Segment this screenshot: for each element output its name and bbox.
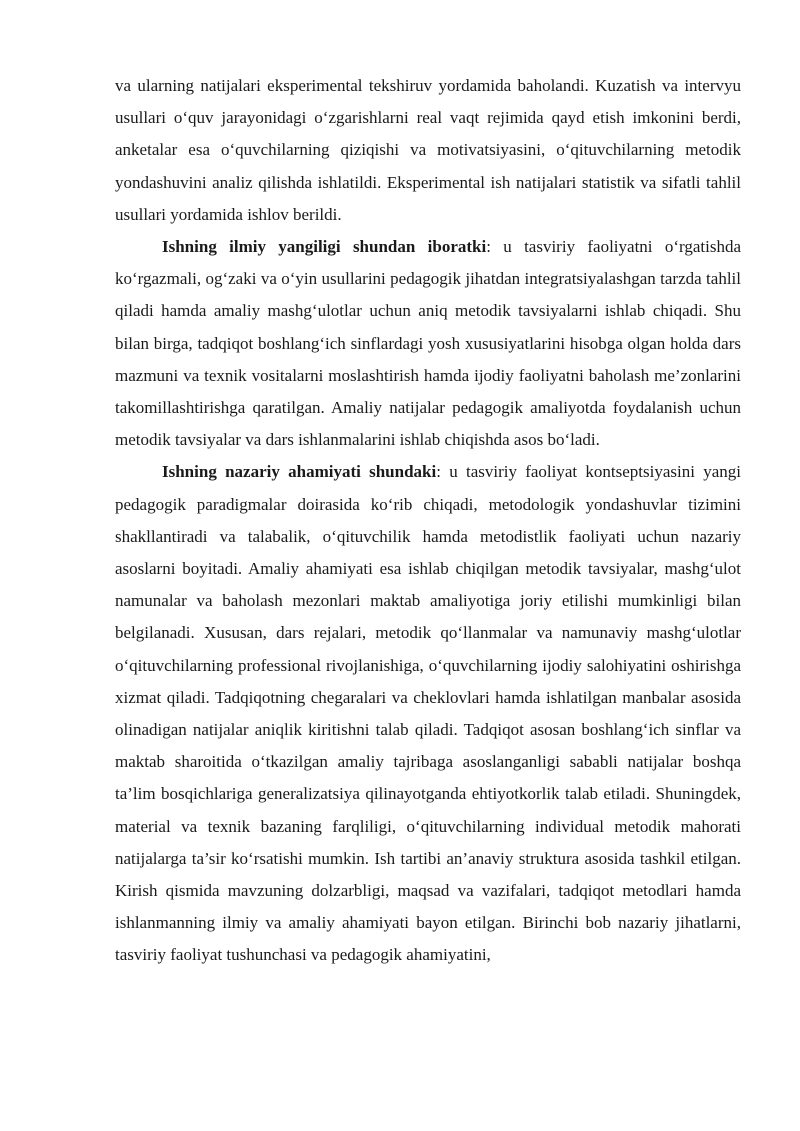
paragraph-text: : u tasviriy faoliyatni o‘rgatishda ko‘rgazmali, og‘zaki va o‘yin usullarini pedagogik jihatdan integratsiyalashgan tarzda tahlil qiladi hamda amaliy mashg‘ulotlar uchun aniq metodik tavsiyalarni ishlab chiqadi. Shu bilan birga, tadqiqot boshlang‘ich sinflardagi yosh xususiyatlarini hisobga olgan holda dars mazmuni va texnik vositalarni moslashtirish hamda ijodiy faoliyatni baholash me’zonlarini takomillashtirishga qaratilgan. Amaliy natijalar pedagogik amaliyotda foydalanish uchun metodik tavsiyalar va dars ishlanmalarini ishlab chiqishda asos bo‘ladi. bbox=[115, 237, 742, 450]
paragraph-lead-heading: Ishning ilmiy yangiligi shundan iboratki bbox=[162, 237, 487, 257]
paragraph-lead-heading: Ishning nazariy ahamiyati shundaki bbox=[162, 462, 437, 482]
document-page bbox=[115, 70, 741, 972]
paragraph-scientific-novelty bbox=[115, 231, 741, 456]
paragraph-text: va ularning natijalari eksperimental tekshiruv yordamida baholandi. Kuzatish va intervyu usullari o‘quv jarayonidagi o‘zgarishlarni real vaqt rejimida qayd etish imkonini berdi, anketalar esa o‘quvchilarning qiziqishi va motivatsiyasini, o‘qituvchilarning metodik yondashuvini analiz qilishda ishlatildi. Eksperimental ish natijalari statistik va sifatli tahlil usullari yordamida ishlov berildi. bbox=[115, 76, 741, 224]
paragraph-theoretical-significance bbox=[115, 456, 741, 971]
paragraph-text: : u tasviriy faoliyat kontseptsiyasini yangi pedagogik paradigmalar doirasida ko‘rib chiqadi, metodologik yondashuvlar tizimini shakllantiradi va talabalik, o‘qituvchilik hamda metodistlik faoliyati uchun nazariy asoslarni boyitadi. Amaliy ahamiyati esa ishlab chiqilgan metodik tavsiyalar, mashg‘ulot namunalar va baholash mezonlari maktab amaliyotiga joriy etilishi mumkinligi bilan belgilanadi. Xususan, dars rejalari, metodik qo‘llanmalar va namunaviy mashg‘ulotlar o‘qituvchilarning professional rivojlanishiga, o‘quvchilarning ijodiy salohiyatini oshirishga xizmat qiladi. Tadqiqotning chegaralari va cheklovlari hamda ishlatilgan manbalar asosida olinadigan natijalar aniqlik kiritishni talab qiladi. Tadqiqot asosan boshlang‘ich sinflar va maktab sharoitida o‘tkazilgan amaliy tajribaga asoslanganligi sababli natijalar boshqa ta’lim bosqichlariga generalizatsiya qilinayotganda ehtiyotkorlik talab etiladi. Shuningdek, material va texnik bazaning farqliligi, o‘qituvchilarning individual metodik mahorati natijalarga ta’sir ko‘rsatishi mumkin. Ish tartibi an’anaviy struktura asosida tashkil etilgan. Kirish qismida mavzuning dolzarbligi, maqsad va vazifalari, tadqiqot metodlari hamda ishlanmanning ilmiy va amaliy ahamiyati bayon etilgan. Birinchi bob nazariy jihatlarni, tasviriy faoliyat tushunchasi va pedagogik ahamiyatini, bbox=[115, 462, 741, 965]
paragraph-methods-continued bbox=[115, 70, 741, 231]
